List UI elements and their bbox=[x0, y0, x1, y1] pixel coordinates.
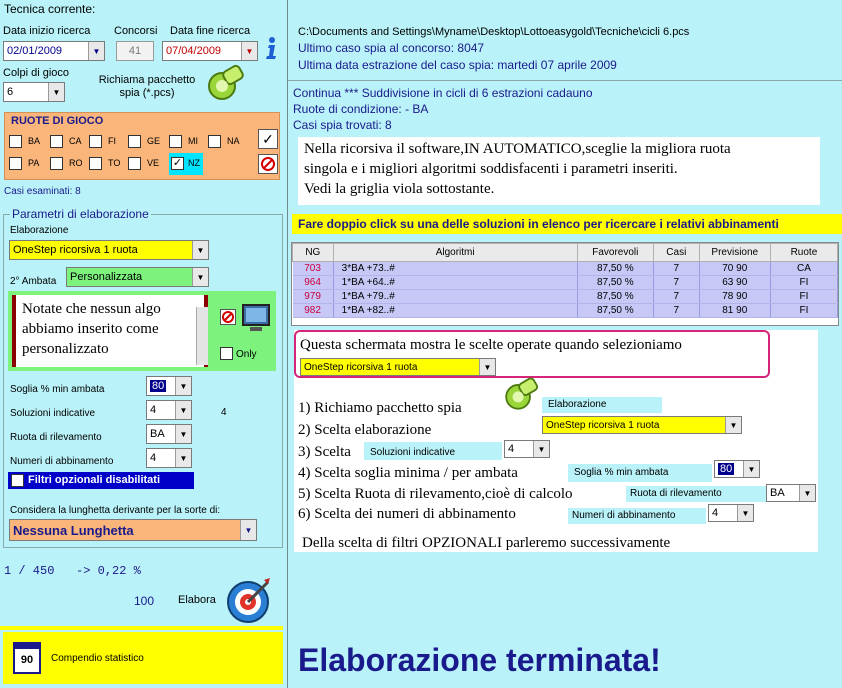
ruote-box bbox=[4, 112, 280, 180]
filtri-checkbox[interactable] bbox=[11, 474, 24, 487]
parametri-group bbox=[3, 214, 283, 548]
step-1: 1) Richiamo pacchetto spia bbox=[298, 400, 462, 416]
right-panel bbox=[288, 0, 842, 688]
chevron-down-icon: ▼ bbox=[241, 42, 257, 60]
cell-previsione: 81 90 bbox=[699, 304, 770, 318]
table-header bbox=[293, 244, 838, 262]
data-inizio-select[interactable]: 02/01/2009 ▼ bbox=[3, 41, 105, 61]
load-package-icon[interactable] bbox=[200, 64, 246, 104]
step-5-label: Ruota di rilevamento bbox=[626, 486, 766, 502]
ruota-na-checkbox[interactable] bbox=[208, 135, 221, 148]
ruota-ca-checkbox[interactable] bbox=[50, 135, 63, 148]
step-4: 4) Scelta soglia minima / per ambata bbox=[298, 465, 518, 481]
chevron-down-icon: ▼ bbox=[533, 441, 549, 457]
step-4-label: Soglia % min ambata bbox=[568, 464, 712, 482]
elabora-label: Elabora bbox=[178, 594, 216, 606]
elaborazione-label: Elaborazione bbox=[10, 225, 69, 236]
chevron-down-icon: ▼ bbox=[192, 268, 208, 286]
cell-algoritmo: 1*BA +82..# bbox=[333, 304, 577, 318]
parametri-title: Parametri di elaborazione bbox=[12, 207, 149, 221]
elaborazione-select[interactable]: OneStep ricorsiva 1 ruota ▼ bbox=[9, 240, 209, 260]
chevron-down-icon: ▼ bbox=[743, 461, 759, 477]
chevron-down-icon: ▼ bbox=[737, 505, 753, 521]
step-6-select[interactable]: 4 ▼ bbox=[708, 504, 754, 522]
cell-ruote: CA bbox=[770, 262, 837, 276]
clear-icon[interactable] bbox=[220, 309, 236, 325]
step-3: 3) Scelta bbox=[298, 444, 351, 460]
cell-ng: 703 bbox=[293, 262, 334, 276]
col-ng[interactable]: NG bbox=[293, 244, 334, 262]
results-table bbox=[292, 243, 838, 318]
ruota-to-label: TO bbox=[108, 158, 121, 168]
soglia-label: Soglia % min ambata bbox=[10, 384, 105, 395]
check-all-icon[interactable]: ✓ bbox=[258, 129, 278, 149]
file-path: C:\Documents and Settings\Myname\Desktop\Lottoeasygold\Tecniche\cicli 6.pcs bbox=[298, 26, 690, 38]
table-row[interactable] bbox=[293, 304, 838, 318]
step-5: 5) Scelta Ruota di rilevamento,cioè di calcolo bbox=[298, 486, 573, 502]
explain-line-3: Vedi la griglia viola sottostante. bbox=[304, 181, 495, 197]
concorsi-label: Concorsi bbox=[114, 25, 158, 37]
cell-algoritmo: 1*BA +79..# bbox=[333, 290, 577, 304]
cell-casi: 7 bbox=[653, 290, 699, 304]
chevron-down-icon: ▼ bbox=[799, 485, 815, 501]
footer-note: Della scelta di filtri OPZIONALI parleremo successivamente bbox=[302, 535, 671, 551]
casi-esaminati: Casi esaminati: 8 bbox=[4, 186, 81, 197]
instruction-text: Fare doppio click su una delle soluzioni in elenco per ricercare i relativi abbinamenti bbox=[298, 217, 779, 231]
soluzioni-count: 4 bbox=[221, 407, 227, 418]
info-icon[interactable] bbox=[262, 36, 280, 60]
ruota-ril-select[interactable]: BA ▼ bbox=[146, 424, 192, 444]
explain-line-2: singola e i migliori algoritmi soddisfacenti i parametri inseriti. bbox=[304, 161, 678, 177]
chevron-down-icon: ▼ bbox=[175, 401, 191, 419]
lunghetta-select[interactable]: Nessuna Lunghetta ▼ bbox=[9, 519, 257, 541]
info-line-3: Casi spia trovati: 8 bbox=[293, 118, 392, 132]
step-6-label: Numeri di abbinamento bbox=[568, 508, 706, 524]
ultima-data: Ultima data estrazione del caso spia: martedi 07 aprile 2009 bbox=[298, 58, 617, 72]
cell-previsione: 70 90 bbox=[699, 262, 770, 276]
ruota-pa-label: PA bbox=[28, 158, 40, 168]
ruota-ril-label: Ruota di rilevamento bbox=[10, 432, 102, 443]
cell-favorevoli: 87,50 % bbox=[577, 262, 653, 276]
ruota-to-checkbox[interactable] bbox=[89, 157, 102, 170]
data-fine-label: Data fine ricerca bbox=[170, 25, 251, 37]
cell-favorevoli: 87,50 % bbox=[577, 304, 653, 318]
col-casi[interactable]: Casi bbox=[653, 244, 699, 262]
chevron-down-icon: ▼ bbox=[175, 425, 191, 443]
col-favorevoli[interactable]: Favorevoli bbox=[577, 244, 653, 262]
ruota-fi-label: FI bbox=[108, 136, 116, 146]
terminated-message: Elaborazione terminata! bbox=[298, 642, 661, 678]
colpi-label: Colpi di gioco bbox=[3, 67, 70, 79]
cell-ng: 979 bbox=[293, 290, 334, 304]
numeri-abb-select[interactable]: 4 ▼ bbox=[146, 448, 192, 468]
overlay-title: Questa schermata mostra le scelte operate quando selezioniamo bbox=[300, 337, 682, 353]
chevron-down-icon: ▼ bbox=[175, 377, 191, 395]
chevron-down-icon: ▼ bbox=[88, 42, 104, 60]
ratio-text: 1 / 450 -> 0,22 % bbox=[4, 564, 141, 578]
cell-previsione: 63 90 bbox=[699, 276, 770, 290]
overlay-select[interactable]: OneStep ricorsiva 1 ruota ▼ bbox=[300, 358, 496, 376]
ruota-nz-checkbox[interactable]: ✓ bbox=[172, 157, 183, 169]
calendar-icon: 90 bbox=[13, 642, 41, 674]
col-algoritmi[interactable]: Algoritmi bbox=[333, 244, 577, 262]
ruota-ge-label: GE bbox=[147, 136, 161, 146]
step-5-select[interactable]: BA ▼ bbox=[766, 484, 816, 502]
chevron-down-icon: ▼ bbox=[479, 359, 495, 375]
filtri-bar[interactable] bbox=[8, 472, 194, 489]
personalizzata-panel bbox=[8, 291, 276, 371]
monitor-icon[interactable] bbox=[240, 303, 272, 333]
chevron-down-icon: ▼ bbox=[175, 449, 191, 467]
only-label: Only bbox=[236, 349, 257, 360]
richiama-label: Richiama pacchetto spia (*.pcs) bbox=[98, 74, 196, 99]
cell-ruote: FI bbox=[770, 276, 837, 290]
chevron-down-icon: ▼ bbox=[725, 417, 741, 433]
ruota-fi-checkbox[interactable] bbox=[89, 135, 102, 148]
explain-line-1: Nella ricorsiva il software,IN AUTOMATICO,sceglie la migliora ruota bbox=[304, 141, 731, 157]
lunghetta-label: Considera la lunghetta derivante per la sorte di: bbox=[10, 505, 221, 516]
compendio-label: Compendio statistico bbox=[51, 653, 144, 664]
compendio-panel[interactable] bbox=[3, 632, 283, 684]
cell-favorevoli: 87,50 % bbox=[577, 290, 653, 304]
cell-ng: 964 bbox=[293, 276, 334, 290]
cell-casi: 7 bbox=[653, 276, 699, 290]
cell-algoritmo: 1*BA +64..# bbox=[333, 276, 577, 290]
instruction-banner bbox=[292, 214, 842, 234]
cell-favorevoli: 87,50 % bbox=[577, 276, 653, 290]
hr-divider bbox=[288, 80, 842, 81]
table-row[interactable] bbox=[293, 290, 838, 304]
step-2: 2) Scelta elaborazione bbox=[298, 422, 432, 438]
step-2-select[interactable]: OneStep ricorsiva 1 ruota ▼ bbox=[542, 416, 742, 434]
explanation-overlay bbox=[294, 330, 818, 552]
step-3-label: Soluzioni indicative bbox=[364, 442, 502, 460]
uncheck-all-icon[interactable] bbox=[258, 154, 278, 174]
only-checkbox[interactable] bbox=[220, 347, 233, 360]
ruota-ca-label: CA bbox=[69, 136, 82, 146]
info-line-1: Continua *** Suddivisione in cicli di 6 estrazioni cadauno bbox=[293, 86, 593, 100]
step-6: 6) Scelta dei numeri di abbinamento bbox=[298, 506, 516, 522]
tecnica-title: Tecnica corrente: bbox=[4, 2, 96, 16]
progress-value: 100 bbox=[134, 594, 155, 608]
note-box bbox=[12, 295, 208, 367]
chevron-down-icon: ▼ bbox=[48, 83, 64, 101]
ruota-ve-label: VE bbox=[147, 158, 160, 168]
ruota-ba-label: BA bbox=[28, 136, 41, 146]
col-previsione[interactable]: Previsione bbox=[699, 244, 770, 262]
ruota-pa-checkbox[interactable] bbox=[9, 157, 22, 170]
ruota-ro-checkbox[interactable] bbox=[50, 157, 63, 170]
ruota-mi-checkbox[interactable] bbox=[169, 135, 182, 148]
ruota-ba-checkbox[interactable] bbox=[9, 135, 22, 148]
ruota-ge-checkbox[interactable] bbox=[128, 135, 141, 148]
yellow-divider bbox=[0, 626, 283, 630]
table-row[interactable] bbox=[293, 262, 838, 276]
cell-casi: 7 bbox=[653, 262, 699, 276]
ambata-label: 2° Ambata bbox=[10, 276, 57, 287]
cell-algoritmo: 3*BA +73..# bbox=[333, 262, 577, 276]
elabora-target-icon[interactable] bbox=[224, 576, 272, 624]
ruota-ve-checkbox[interactable] bbox=[128, 157, 141, 170]
ruota-mi-label: MI bbox=[188, 136, 198, 146]
cell-ruote: FI bbox=[770, 290, 837, 304]
step-3-select[interactable]: 4 ▼ bbox=[504, 440, 550, 458]
cell-ruote: FI bbox=[770, 304, 837, 318]
note-scrollbar[interactable] bbox=[196, 307, 208, 365]
explain-box bbox=[298, 137, 820, 205]
ruota-ro-label: RO bbox=[69, 158, 83, 168]
data-fine-select[interactable]: 07/04/2009 ▼ bbox=[162, 41, 258, 61]
load-package-icon bbox=[498, 376, 540, 414]
cell-casi: 7 bbox=[653, 304, 699, 318]
soglia-select[interactable]: 80 ▼ bbox=[146, 376, 192, 396]
cell-previsione: 78 90 bbox=[699, 290, 770, 304]
ultimo-caso: Ultimo caso spia al concorso: 8047 bbox=[298, 41, 485, 55]
table-row[interactable] bbox=[293, 276, 838, 290]
ruota-nz-label: NZ bbox=[188, 158, 200, 168]
ruota-na-label: NA bbox=[227, 136, 240, 146]
filtri-label: Filtri opzionali disabilitati bbox=[28, 474, 161, 486]
info-line-2: Ruote di condizione: - BA bbox=[293, 102, 429, 116]
chevron-down-icon: ▼ bbox=[240, 520, 256, 540]
colpi-select[interactable]: 6 ▼ bbox=[3, 82, 65, 102]
cell-ng: 982 bbox=[293, 304, 334, 318]
ruote-title: RUOTE DI GIOCO bbox=[11, 115, 104, 127]
concorsi-field[interactable]: 41 bbox=[116, 41, 154, 61]
step-1-label: Elaborazione bbox=[542, 397, 662, 413]
note-text: Notate che nessun algo abbiamo inserito come personalizzato bbox=[22, 301, 161, 357]
col-ruote[interactable]: Ruote bbox=[770, 244, 837, 262]
soluzioni-select[interactable]: 4 ▼ bbox=[146, 400, 192, 420]
ambata-select[interactable]: Personalizzata ▼ bbox=[66, 267, 209, 287]
left-panel bbox=[0, 0, 288, 688]
soluzioni-label: Soluzioni indicative bbox=[10, 408, 96, 419]
data-inizio-label: Data inizio ricerca bbox=[3, 25, 91, 37]
step-4-select[interactable]: 80 ▼ bbox=[714, 460, 760, 478]
results-grid[interactable] bbox=[291, 242, 839, 326]
numeri-abb-label: Numeri di abbinamento bbox=[10, 456, 114, 467]
chevron-down-icon: ▼ bbox=[192, 241, 208, 259]
